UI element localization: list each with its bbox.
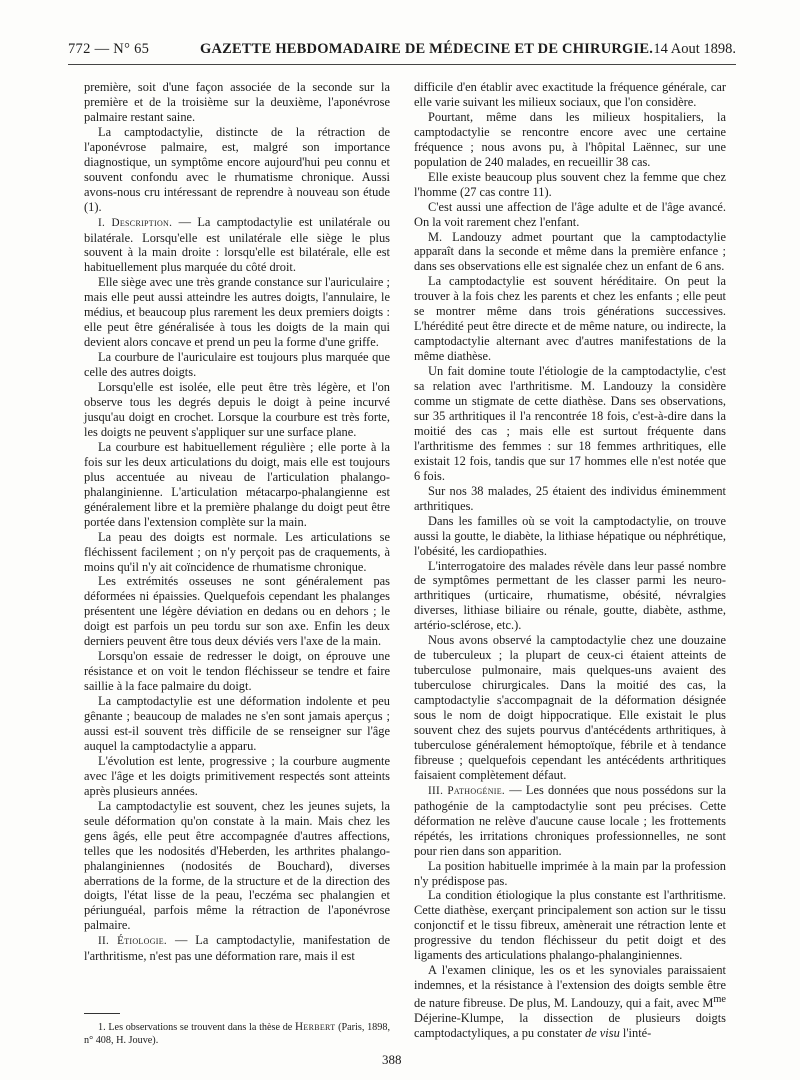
paragraph: Un fait domine toute l'étiologie de la camptodactylie, c'est sa relation avec l'arthritisme. M. Landouzy la considère comme un stigmate de cette diathèse. Dans ses observations, sur 35 arthritiques il l'a rencontrée 18 fois, c'est-à-dire dans la moitié des cas ; mais elle est surtout fréquente dans l'arthritisme des femmes : sur 18 femmes arthritiques, elle existait 12 fois, tandis que sur 17 hommes elle n'est notée que 6 fois. (414, 364, 726, 483)
paragraph: Pourtant, même dans les milieux hospitaliers, la camptodactylie se rencontre encore avec une certaine fréquence ; nous avons pu, à l'hôpital Laënnec, sur une population de 240 malades, en recueillir 38 cas. (414, 109, 726, 169)
paragraph: première, soit d'une façon associée de la seconde sur la première et de la troisième sur la deuxième, l'aponévrose palmaire restant saine. (84, 80, 390, 124)
paragraph-text: A l'examen clinique, les os et les synoviales paraissaient indemnes, et la résistance à l'extension des doigts semble être de nature fibreuse. De plus, M. Landouzy, qui a fait, avec M (414, 963, 726, 1011)
section-heading: II. Étiologie. (98, 935, 168, 948)
superscript: me (713, 994, 726, 1006)
paragraph: M. Landouzy admet pourtant que la camptodactylie apparaît dans la seconde et même dans la première enfance ; dans ses observations elle est signalée chez un enfant de 6 ans. (414, 229, 726, 274)
italic-phrase: de visu (585, 1026, 620, 1041)
paragraph-text: — Les données que nous possédons sur la pathogénie de la camptodactylie sont peu précises. Cette déformation ne relève d'aucune cause locale ; les frottements répétés, les irritations chroniques professionnelles, ne sont pour rien dans son apparition. (414, 782, 726, 858)
paragraph: Lorsqu'on essaie de redresser le doigt, on éprouve une résistance et on voit le tendon fléchisseur se tendre et faire saillie à la face palmaire du doigt. (84, 649, 390, 694)
section-pathogeny (414, 783, 726, 859)
paragraph: La camptodactylie est souvent, chez les jeunes sujets, la seule déformation qu'on constate à la main. Mais chez les gens âgés, elle peut être accompagnée d'autres affections, telles que les nodosités d'Heberden, les arthrites phalango-phalanginiennes (nodosités de Bouchard), diverses aberrations de la forme, de la structure et de la direction des doigts, l'état lisse de la peau, l'eczéma sec phalangien et périunguéal, parfois même la rétraction de l'aponévrose palmaire. (84, 798, 390, 933)
paragraph: La camptodactylie est souvent héréditaire. On peut la trouver à la fois chez les parents et chez les enfants ; elle peut se montrer même dans trois générations successives. L'hérédité peut être directe et de même nature, ou indirecte, la camptodactylie alternant avec d'autres manifestations de la même diathèse. (414, 274, 726, 364)
footnote-rule (84, 1013, 120, 1014)
paragraph-text: l'inté- (619, 1026, 652, 1041)
section-etiology (84, 933, 390, 964)
header-journal-title: GAZETTE HEBDOMADAIRE DE MÉDECINE ET DE CHIRURGIE. (200, 41, 654, 57)
paragraph: L'interrogatoire des malades révèle dans leur passé nombre de symptômes permettant de les classer parmi les neuro-arthritiques (urticaire, rhumatisme, obésité, névralgies diverses, lithiase biliaire ou rénale, goutte, diabète, asthme, artério-sclérose, etc.). (414, 558, 726, 633)
right-column (414, 80, 726, 1041)
paragraph-text: Déjerine-Klumpe, la dissection de plusieurs doigts camptodactyliques, a pu constater (414, 1011, 726, 1041)
header-date: 14 Aout 1898. (653, 41, 736, 57)
section-description (84, 215, 390, 276)
paragraph: Lorsqu'elle est isolée, elle peut être très légère, et l'on observe tous les degrés depuis le doigt à peine incurvé jusqu'au doigt en crochet. Lorsque la courbure est très forte, les doigts ne peuvent s'appliquer sur une surface plane. (84, 380, 390, 439)
paragraph: Elle existe beaucoup plus souvent chez la femme que chez l'homme (27 cas contre 11). (414, 169, 726, 199)
paragraph: Dans les familles où se voit la camptodactylie, on trouve aussi la goutte, le diabète, la lithiase hépatique ou néphrétique, l'obésité, les cardiopathies. (414, 513, 726, 558)
section-heading: III. Pathogénie. (428, 784, 506, 797)
paragraph: La peau des doigts est normale. Les articulations se fléchissent facilement ; on n'y perçoit pas de craquements, à moins qu'il n'y ait coïncidence de rhumatisme chronique. (84, 529, 390, 574)
paragraph (414, 963, 726, 1041)
paragraph: difficile d'en établir avec exactitude la fréquence générale, car elle varie suivant les milieux sociaux, que l'on considère. (414, 80, 726, 109)
left-column (84, 80, 390, 964)
paragraph-text: — La camptodactylie est unilatérale ou bilatérale. Lorsqu'elle est unilatérale elle siège le plus souvent à la main droite : lorsqu'elle est bilatérale, elle est habituellement plus marquée du côté droit. (84, 214, 391, 275)
running-header (68, 38, 736, 60)
paragraph: La position habituelle imprimée à la main par la profession n'y prédispose pas. (414, 858, 726, 888)
section-heading: I. Description. (98, 216, 173, 229)
paragraph: La courbure de l'auriculaire est toujours plus marquée que celle des autres doigts. (84, 350, 390, 380)
paragraph: La courbure est habituellement régulière ; elle porte à la fois sur les deux articulations du doigt, mais elle est toujours plus accentuée au niveau de l'articulation phalango-phalanginienne. L'articulation métacarpo-phalangienne est généralement libre et la première phalange du doigt peut être portée dans l'extension complète sur la main. (84, 439, 390, 529)
paragraph: L'évolution est lente, progressive ; la courbure augmente avec l'âge et les doigts primitivement respectés sont atteints après plusieurs années. (84, 753, 390, 798)
footnote-author: Herbert (295, 1021, 336, 1033)
page-number: 388 (382, 1052, 402, 1067)
header-page-issue: 772 — N° 65 (68, 41, 150, 57)
footnote-text: 1. Les observations se trouvent dans la thèse de (98, 1022, 296, 1033)
paragraph: Elle siège avec une très grande constance sur l'auriculaire ; mais elle peut aussi atteindre les autres doigts, l'annulaire, le médius, et beaucoup plus rarement les deux premiers doigts : elle peut être généralisée à tous les doigts de la main qui devient alors concave et prend un peu la forme d'une griffe. (84, 275, 390, 350)
footnote (84, 1021, 390, 1047)
header-rule (68, 64, 736, 65)
paragraph-text: — La camptodactylie, manifestation de l'arthritisme, n'est pas une déformation rare, mais il est (84, 933, 391, 964)
paragraph: Sur nos 38 malades, 25 étaient des individus éminemment arthritiques. (414, 483, 726, 513)
paragraph: C'est aussi une affection de l'âge adulte et de l'âge avancé. On la voit rarement chez l'enfant. (414, 199, 726, 229)
paragraph: La condition étiologique la plus constante est l'arthritisme. Cette diathèse, exerçant principalement son action sur le tissu conjonctif et le tissu fibreux, amènerait une rétraction lente et progressive du tendon fléchisseur du petit doigt et des ligaments des articulations phalango-phalanginiennes. (414, 888, 726, 963)
footnote-text: (Paris, 1898, n° 408, H. Jouve). (84, 1022, 390, 1046)
paragraph: La camptodactylie est une déformation indolente et peu gênante ; beaucoup de malades ne s'en sont jamais aperçus ; aussi est-il souvent très difficile de se renseigner sur l'âge auquel la camptodactylie a apparu. (84, 694, 390, 753)
paragraph: Nous avons observé la camptodactylie chez une douzaine de tuberculeux ; la plupart de ceux-ci étaient atteints de tuberculose pulmonaire, mais quelques-uns avaient des tuberculose chirurgicales. Dans la moitié des cas, la camptodactylie s'accompagnait de la déformation désignée sous le nom de doigt hippocratique. Elle existait le plus souvent chez des sujets pourvus d'antécédents arthritiques, à tuberculose généralement hémoptoïque, fébrile et à tendance fibreuse ; quelquefois cependant les antécédents arthritiques faisaient complètement défaut. (414, 633, 726, 782)
paragraph: Les extrémités osseuses ne sont généralement pas déformées ni épaissies. Quelquefois cependant les phalanges présentent une légère déviation en dedans ou en dehors ; le doigt est parfois un peu tordu sur son axe. Enfin les deux derniers peuvent être tous deux déviés vers l'axe de la main. (84, 574, 390, 649)
paragraph: La camptodactylie, distincte de la rétraction de l'aponévrose palmaire, est, malgré son importance diagnostique, un symptôme encore aujourd'hui peu connu et souvent confondu avec le rhumatisme chronique. Aussi avons-nous cru intéressant de reprendre à nouveau son étude (1). (84, 124, 390, 214)
